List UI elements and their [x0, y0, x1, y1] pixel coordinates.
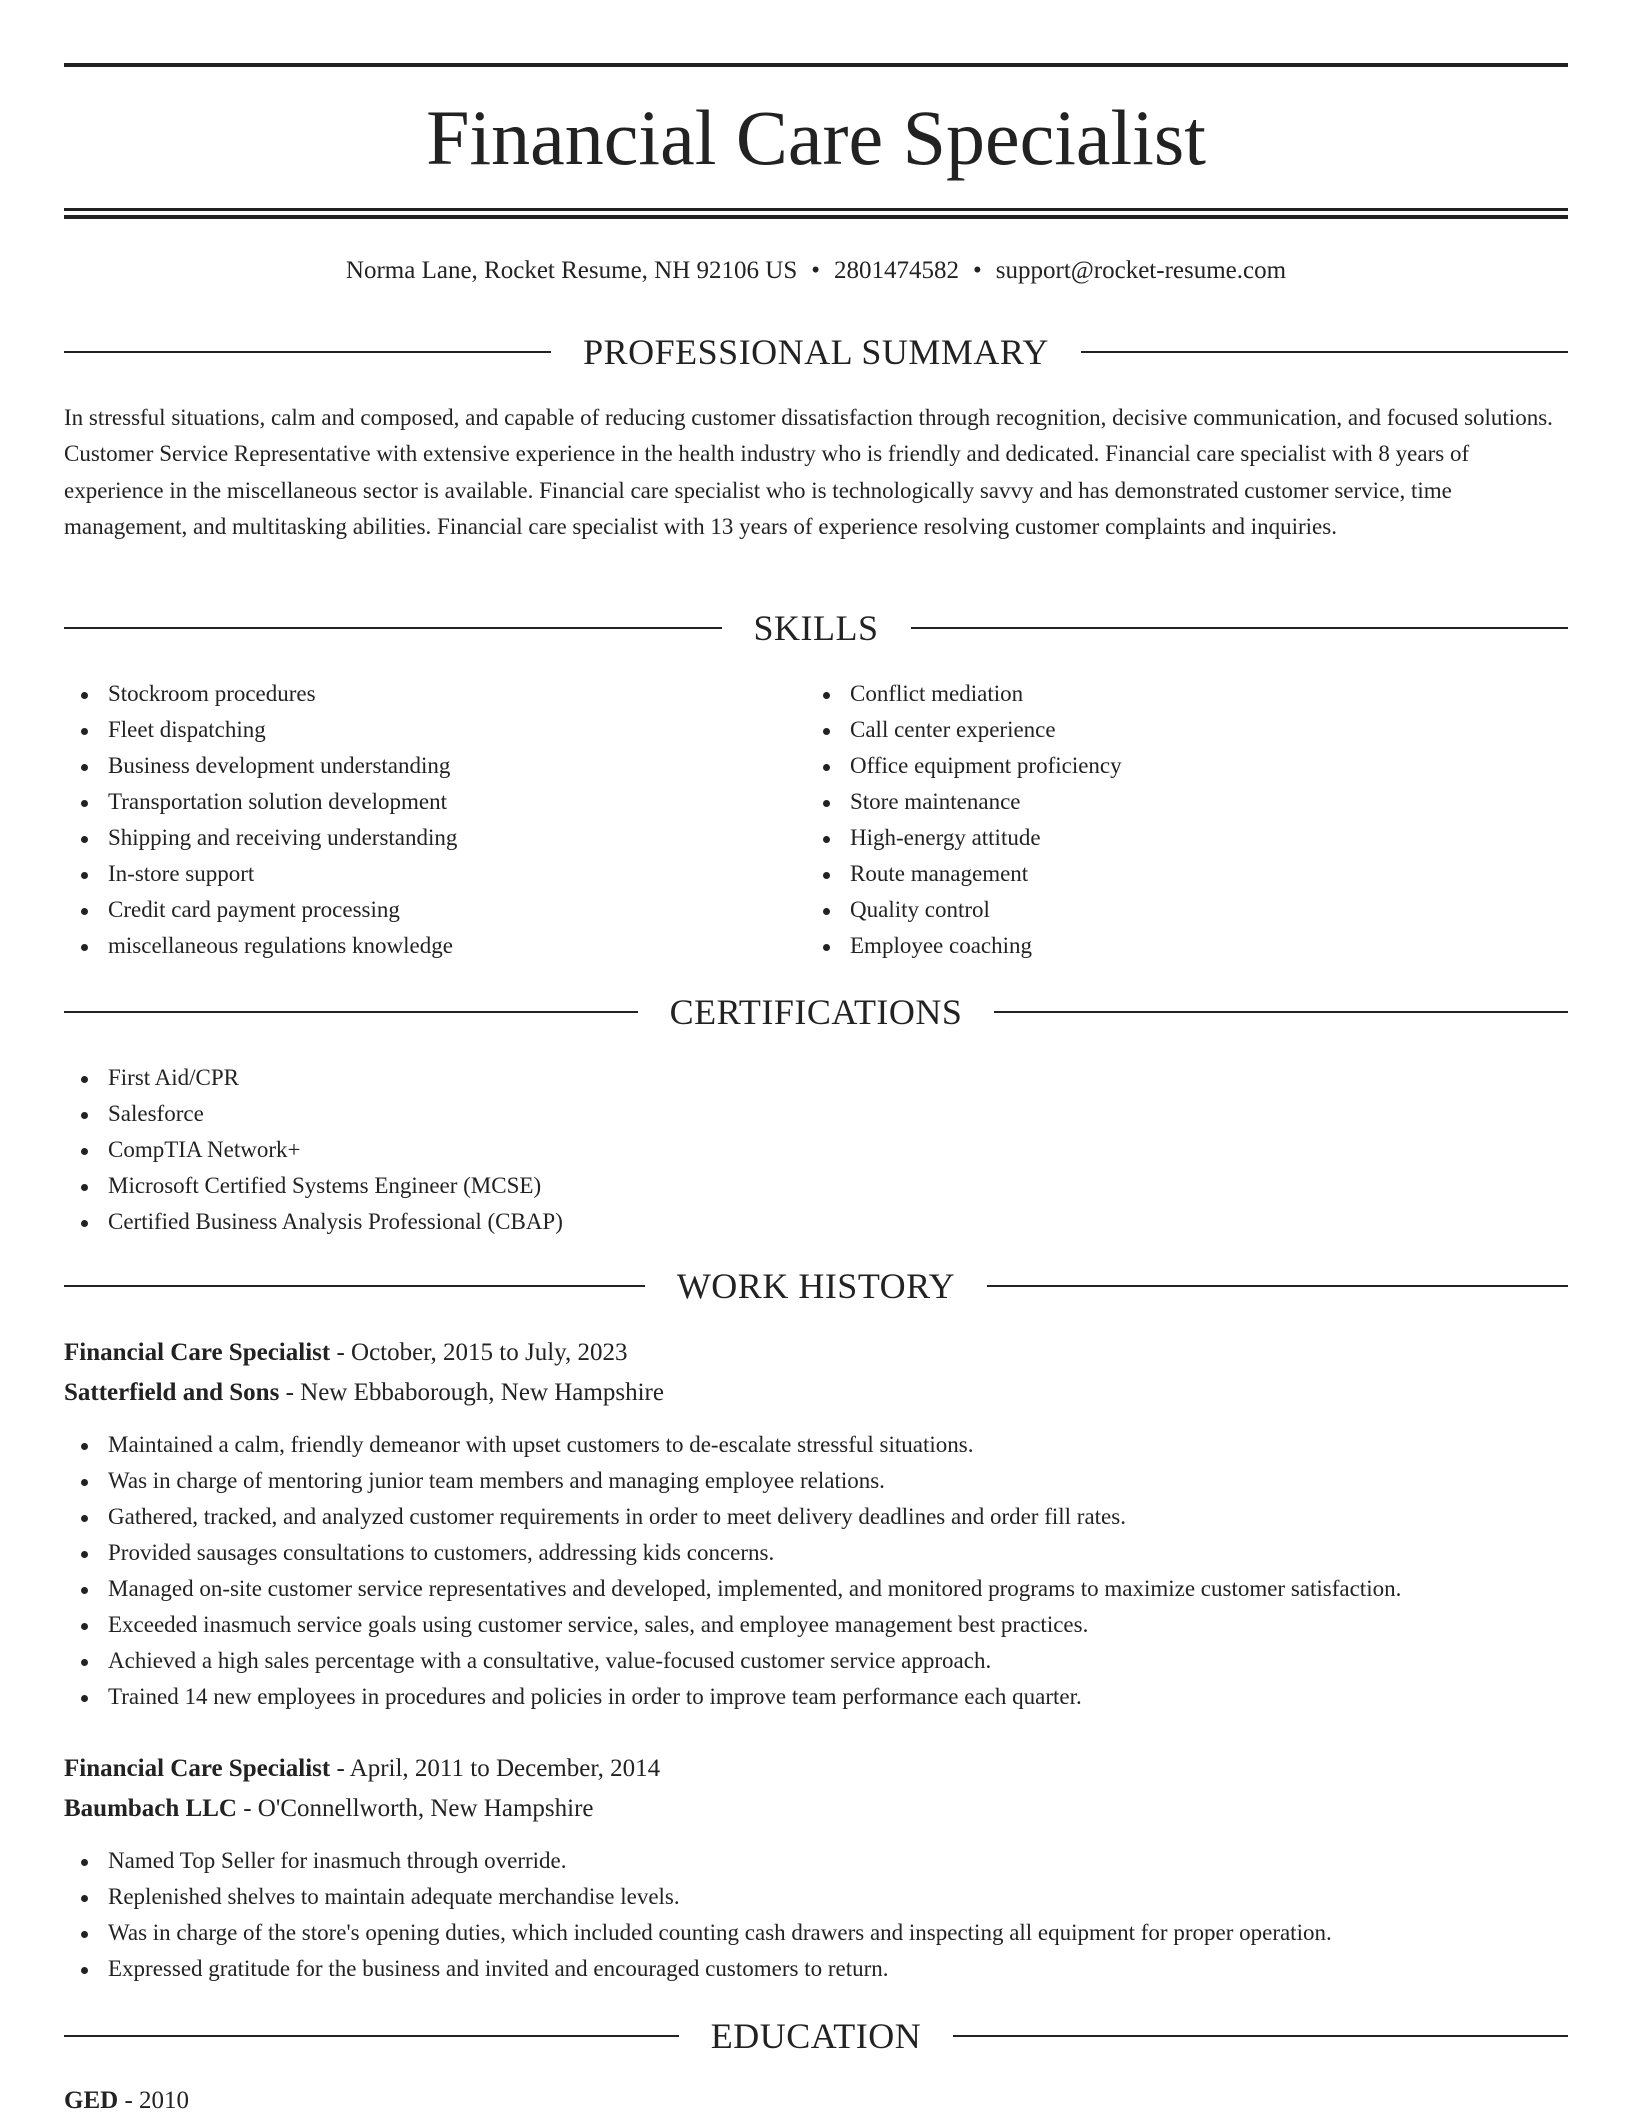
contact-phone: 2801474582	[834, 257, 959, 284]
heading-rule-right	[987, 1285, 1568, 1287]
skill-item: Credit card payment processing	[64, 892, 804, 928]
heading-rule-right	[911, 627, 1569, 629]
job-bullet: Replenished shelves to maintain adequate merchandise levels.	[64, 1879, 1568, 1915]
job-dates: October, 2015 to July, 2023	[351, 1339, 628, 1366]
job-title: Financial Care Specialist	[64, 1339, 331, 1366]
education-year: 2010	[139, 2087, 190, 2114]
job-bullet: Trained 14 new employees in procedures and policies in order to improve team performance each quarter.	[64, 1679, 1568, 1715]
skill-item: Fleet dispatching	[64, 712, 804, 748]
section-heading-education	[64, 2016, 1568, 2056]
contact-line	[64, 254, 1568, 288]
section-heading-summary	[64, 332, 1568, 372]
certification-item: CompTIA Network+	[64, 1132, 1568, 1168]
header-double-rule-lower	[64, 215, 1568, 219]
job-company: Baumbach LLC	[64, 1795, 237, 1822]
job-bullet: Was in charge of the store's opening duties, which included counting cash drawers and inspecting all equipment for proper operation.	[64, 1915, 1568, 1951]
heading-rule-right	[953, 2035, 1568, 2037]
skill-item: Call center experience	[806, 712, 1566, 748]
contact-separator: •	[811, 257, 820, 284]
skill-item: Business development understanding	[64, 748, 804, 784]
heading-rule-right	[1081, 351, 1568, 353]
job-location: New Ebbaborough, New Hampshire	[300, 1379, 664, 1406]
job-company: Satterfield and Sons	[64, 1379, 280, 1406]
skill-item: Office equipment proficiency	[806, 748, 1566, 784]
contact-address: Norma Lane, Rocket Resume, NH 92106 US	[345, 257, 798, 284]
section-heading-skills	[64, 608, 1568, 648]
heading-rule-left	[64, 1285, 645, 1287]
job-title: Financial Care Specialist	[64, 1755, 331, 1782]
job-bullet: Was in charge of mentoring junior team members and managing employee relations.	[64, 1463, 1568, 1499]
skill-item: In-store support	[64, 856, 804, 892]
job-bullet: Expressed gratitude for the business and invited and encouraged customers to return.	[64, 1951, 1568, 1987]
header-double-rule-upper	[64, 208, 1568, 211]
section-title: EDUCATION	[710, 2016, 922, 2056]
certifications-list	[64, 1060, 1568, 1240]
job-title-line: Financial Care Specialist - October, 2015 to July, 2023	[64, 1339, 628, 1366]
job-bullet: Named Top Seller for inasmuch through override.	[64, 1843, 1568, 1879]
education-entry: GED - 2010	[64, 2087, 190, 2114]
section-title: WORK HISTORY	[676, 1266, 956, 1306]
resume-title: Financial Care Specialist	[426, 94, 1206, 181]
certification-item: Microsoft Certified Systems Engineer (MCSE)	[64, 1168, 1568, 1204]
job-dates: April, 2011 to December, 2014	[349, 1755, 661, 1782]
contact-email[interactable]: support@rocket-resume.com	[995, 257, 1287, 284]
section-heading-work-history	[64, 1266, 1568, 1306]
skill-item: Stockroom procedures	[64, 676, 804, 712]
skill-item: Conflict mediation	[806, 676, 1566, 712]
job-bullet: Managed on-site customer service representatives and developed, implemented, and monitored programs to maximize customer satisfaction.	[64, 1571, 1568, 1607]
section-title: CERTIFICATIONS	[669, 992, 963, 1032]
heading-rule-right	[994, 1011, 1568, 1013]
heading-rule-left	[64, 1011, 638, 1013]
education-degree: GED	[64, 2087, 119, 2114]
certification-item: Certified Business Analysis Professional (CBAP)	[64, 1204, 1568, 1240]
skill-item: Transportation solution development	[64, 784, 804, 820]
skill-item: Employee coaching	[806, 928, 1566, 964]
job-bullet: Gathered, tracked, and analyzed customer requirements in order to meet delivery deadlines and order fill rates.	[64, 1499, 1568, 1535]
section-heading-certifications	[64, 992, 1568, 1032]
certification-item: First Aid/CPR	[64, 1060, 1568, 1096]
skills-list-left	[64, 676, 804, 964]
skill-item: High-energy attitude	[806, 820, 1566, 856]
skill-item: miscellaneous regulations knowledge	[64, 928, 804, 964]
job-bullet: Achieved a high sales percentage with a consultative, value-focused customer service approach.	[64, 1643, 1568, 1679]
job-bullet: Exceeded inasmuch service goals using customer service, sales, and employee management best practices.	[64, 1607, 1568, 1643]
job-bullet-list	[64, 1843, 1568, 1987]
heading-rule-left	[64, 351, 551, 353]
job-title-line: Financial Care Specialist - April, 2011 to December, 2014	[64, 1755, 661, 1782]
job-location: O'Connellworth, New Hampshire	[257, 1795, 594, 1822]
certification-item: Salesforce	[64, 1096, 1568, 1132]
job-bullet: Provided sausages consultations to customers, addressing kids concerns.	[64, 1535, 1568, 1571]
header-top-rule	[64, 63, 1568, 67]
job-bullet: Maintained a calm, friendly demeanor with upset customers to de-escalate stressful situations.	[64, 1427, 1568, 1463]
section-title: PROFESSIONAL SUMMARY	[583, 332, 1049, 372]
skill-item: Shipping and receiving understanding	[64, 820, 804, 856]
skill-item: Store maintenance	[806, 784, 1566, 820]
summary-text: In stressful situations, calm and composed, and capable of reducing customer dissatisfaction through recognition, decisive communication, and focused solutions. Customer Service Representative with extensive experience in the health industry who is friendly and dedicated. Financial care specialist with 8 years of experience in the miscellaneous sector is available. Financial care specialist who is technologically savvy and has demonstrated customer service, time management, and multitasking abilities. Financial care specialist with 13 years of experience resolving customer complaints and inquiries.	[64, 405, 1553, 539]
skill-item: Quality control	[806, 892, 1566, 928]
job-company-line: Satterfield and Sons - New Ebbaborough, New Hampshire	[64, 1379, 664, 1406]
job-bullet-list	[64, 1427, 1568, 1715]
skill-item: Route management	[806, 856, 1566, 892]
skills-list-right	[806, 676, 1566, 964]
section-title: SKILLS	[753, 608, 879, 648]
heading-rule-left	[64, 2035, 679, 2037]
job-company-line: Baumbach LLC - O'Connellworth, New Hampshire	[64, 1795, 594, 1822]
contact-separator: •	[973, 257, 982, 284]
heading-rule-left	[64, 627, 722, 629]
